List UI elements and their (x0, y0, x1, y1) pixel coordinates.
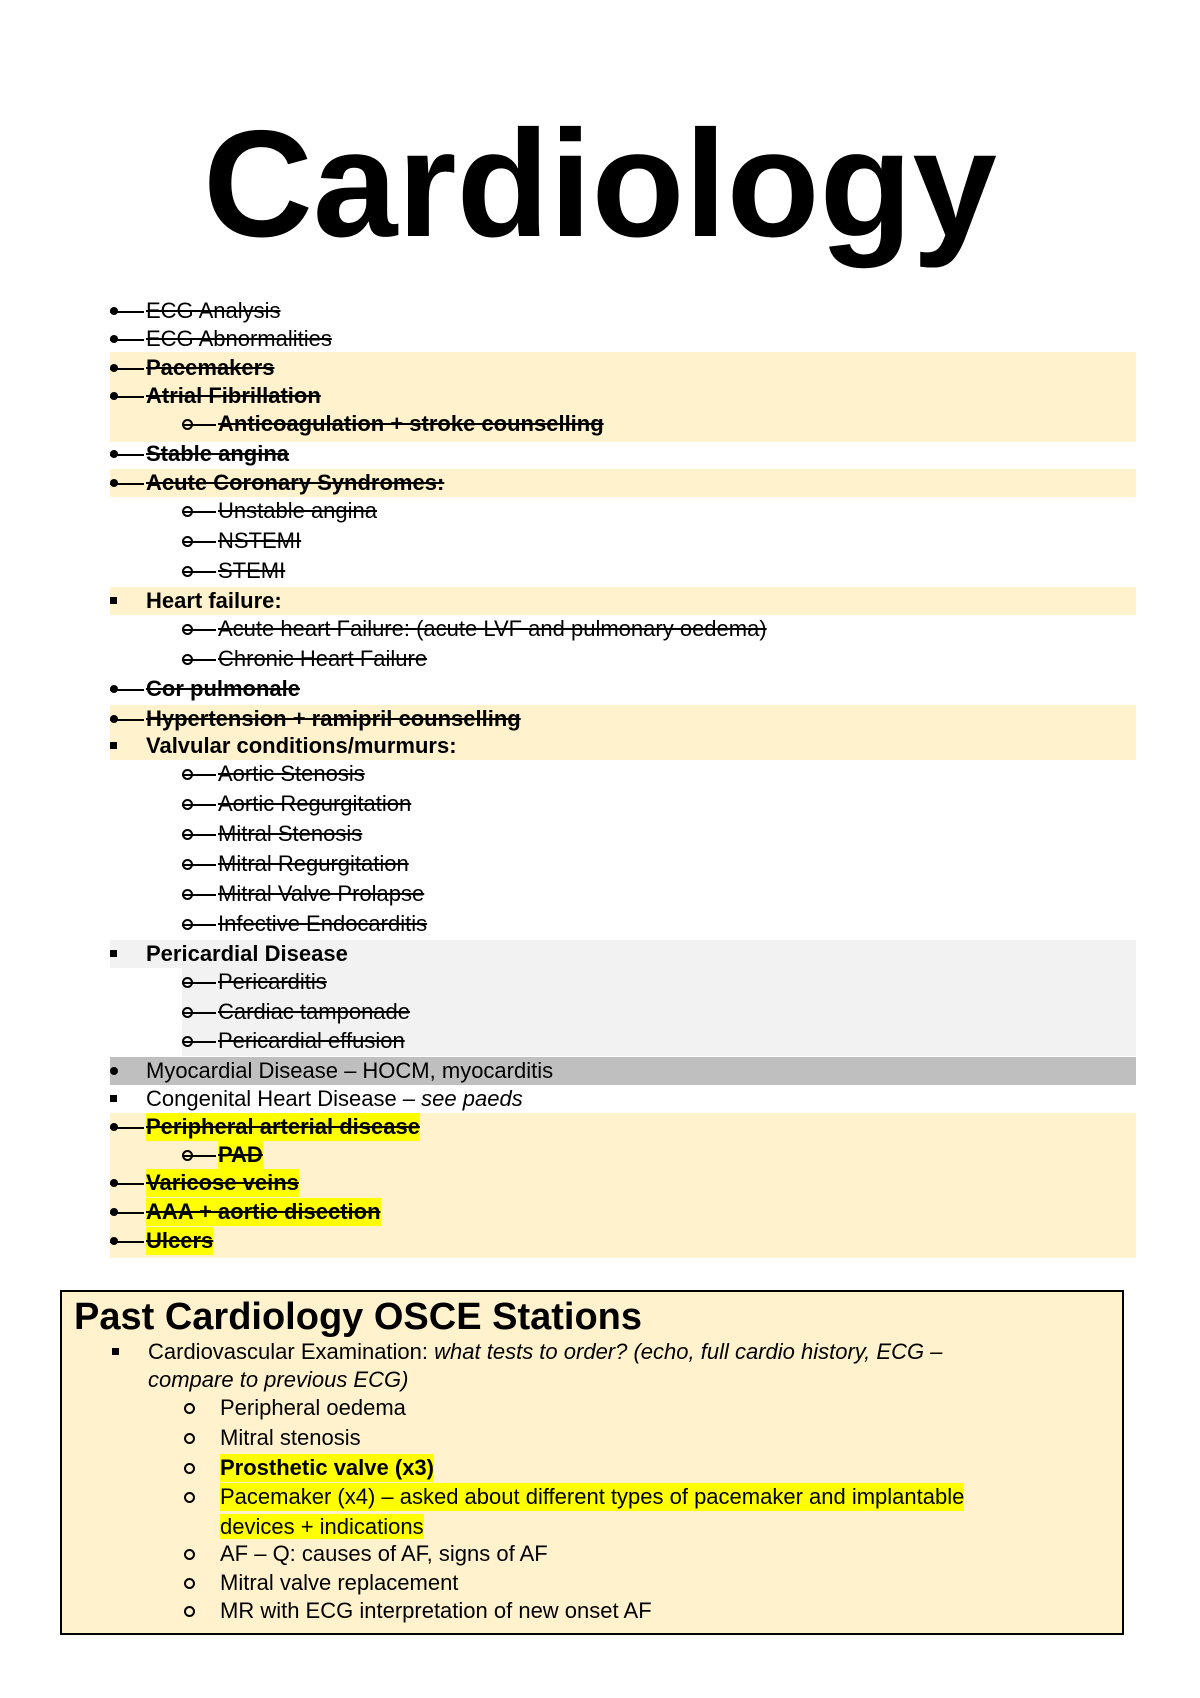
exam-note: what tests to order? (echo, full cardio history, ECG – (434, 1339, 943, 1364)
list-item-continuation: compare to previous ECG) (148, 1367, 409, 1392)
congenital-label: Congenital Heart Disease – (146, 1086, 416, 1111)
page-title: Cardiology (203, 99, 997, 269)
exam-label: Cardiovascular Examination: (148, 1339, 429, 1364)
list-item-continuation: devices + indications (220, 1514, 424, 1539)
see-paeds-note: see paeds (421, 1086, 523, 1111)
osce-stations-box: Past Cardiology OSCE Stations Cardiovascular Examination: what tests to order? (echo, full cardio history, ECG – compare to previous ECG) Peripheral oedema Mitral stenosis Prosthetic valve (x3) Pacemaker (x4) – asked about different types of pacemaker and implantable devices + indications AF – Q: causes of AF, signs of AF Mitral valve replacement MR with ECG interpretation of new onset AF (60, 1290, 1124, 1635)
osce-title: Past Cardiology OSCE Stations (74, 1296, 642, 1338)
